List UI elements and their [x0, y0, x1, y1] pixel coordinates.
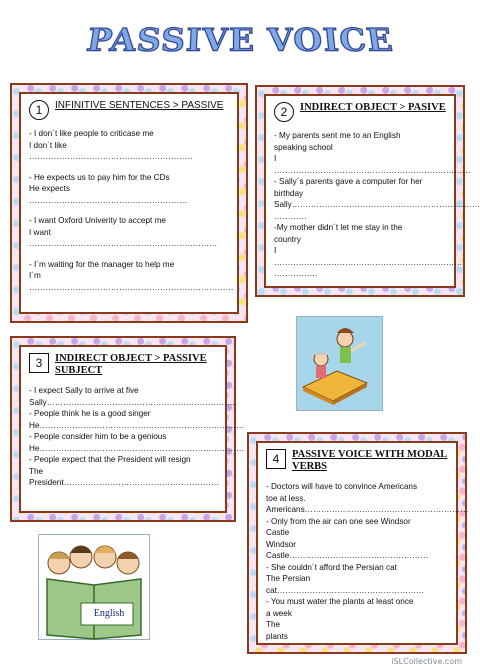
- exercise-card-1-header: [29, 100, 229, 120]
- exercise-card-2: [255, 85, 480, 297]
- exercise-card-3-content: [19, 345, 245, 513]
- answer-line: plants: [266, 631, 288, 641]
- answer-line: He…………………………………………………………………: [29, 443, 245, 453]
- kids-reading-book-illustration: [38, 534, 150, 640]
- exercise-heading: INDIRECT OBJECT > PASSIVE SUBJECT: [55, 353, 207, 376]
- answer-line: The: [266, 620, 281, 629]
- exercise-card-3: [10, 336, 245, 522]
- exercise-line: - Sally´s parents gave a computer for her: [274, 177, 423, 186]
- exercise-line: - Doctors will have to convince Americans: [266, 482, 418, 491]
- exercise-card-2-header: [274, 102, 446, 122]
- answer-line: …………: [274, 211, 307, 221]
- answer-line: He…………………………………………………………………: [29, 420, 245, 430]
- exercise-line: -My mother didn´t let me stay in the: [274, 223, 403, 232]
- answer-line: The President…………………………………………………: [29, 466, 220, 487]
- exercise-line: - I don´t like people to criticase me: [29, 129, 154, 138]
- exercise-card-4-content: [256, 441, 469, 645]
- answer-line: I´m …………………………………………………………………: [29, 271, 234, 292]
- exercise-card-1-content: [19, 92, 239, 314]
- exercise-card-3-header: [29, 353, 217, 377]
- exercise-line: country: [274, 234, 301, 244]
- exercise-line: - She couldn´t afford the Persian cat: [266, 562, 397, 572]
- exercise-line: - You must water the plants at least once: [266, 597, 414, 606]
- exercise-number: 2: [274, 102, 294, 122]
- watermark: iSLCollective.com: [391, 657, 462, 666]
- answer-line: …………….: [274, 269, 318, 278]
- exercise-line: a week: [266, 608, 292, 618]
- answer-line: Americans……………………………………………………: [266, 505, 469, 514]
- answer-line: The Persian cat………………………………………………: [266, 574, 425, 595]
- exercise-line: - People consider him to be a genious: [29, 432, 167, 441]
- answer-line: Sally……………………………………………………………: [29, 397, 236, 407]
- exercise-line: Castle: [266, 528, 290, 537]
- answer-line: Sally……………………………………………………………: [274, 200, 480, 209]
- answer-line: I ………………………………………………………………: [274, 154, 471, 175]
- exercise-heading: INDIRECT OBJECT > PASIVE: [300, 102, 446, 113]
- exercise-heading: INFINITIVE SENTENCES > PASSIVE: [55, 100, 224, 111]
- exercise-card-2-content: [264, 94, 480, 288]
- exercise-line: - He expects us to pay him for the CDs: [29, 172, 170, 182]
- exercise-heading: PASSIVE VOICE WITH MODAL VERBS: [292, 449, 448, 472]
- page-title: PASSIVE VOICE: [84, 21, 396, 59]
- exercise-line: - Only from the air can one see Windsor: [266, 516, 411, 526]
- exercise-line: - I want Oxford Univerity to accept me: [29, 216, 166, 225]
- exercise-number: 3: [29, 353, 49, 373]
- answer-line: I want ……………………………………………………………: [29, 227, 218, 248]
- exercise-line: - I´m waiting for the manager to help me: [29, 259, 175, 269]
- exercise-line: - I expect Sally to arrive at five: [29, 386, 139, 395]
- answer-line: I don´t like ……………………………………………………: [29, 140, 193, 161]
- exercise-card-4: [247, 432, 467, 654]
- exercise-number: 1: [29, 100, 49, 120]
- answer-line: Windsor Castle……………………………………………: [266, 539, 429, 560]
- kids-flying-book-illustration: [296, 316, 383, 411]
- exercise-line: speaking school: [274, 142, 333, 152]
- book-label: English: [93, 608, 125, 619]
- exercise-line: toe at less.: [266, 493, 306, 503]
- exercise-line: - People think he is a good singer: [29, 409, 151, 418]
- kids-flying-book-icon: [297, 317, 382, 410]
- answer-line: I ……………………………………………………………: [274, 246, 463, 267]
- answer-line: He expects ………………………………………………….: [29, 184, 187, 205]
- exercise-line: - People expect that the President will resign: [29, 455, 191, 464]
- exercise-number: 4: [266, 449, 286, 469]
- exercise-line: birthday: [274, 188, 304, 198]
- exercise-card-1: [10, 83, 248, 323]
- exercise-card-4-header: [266, 449, 448, 473]
- exercise-line: - My parents sent me to an English: [274, 131, 401, 140]
